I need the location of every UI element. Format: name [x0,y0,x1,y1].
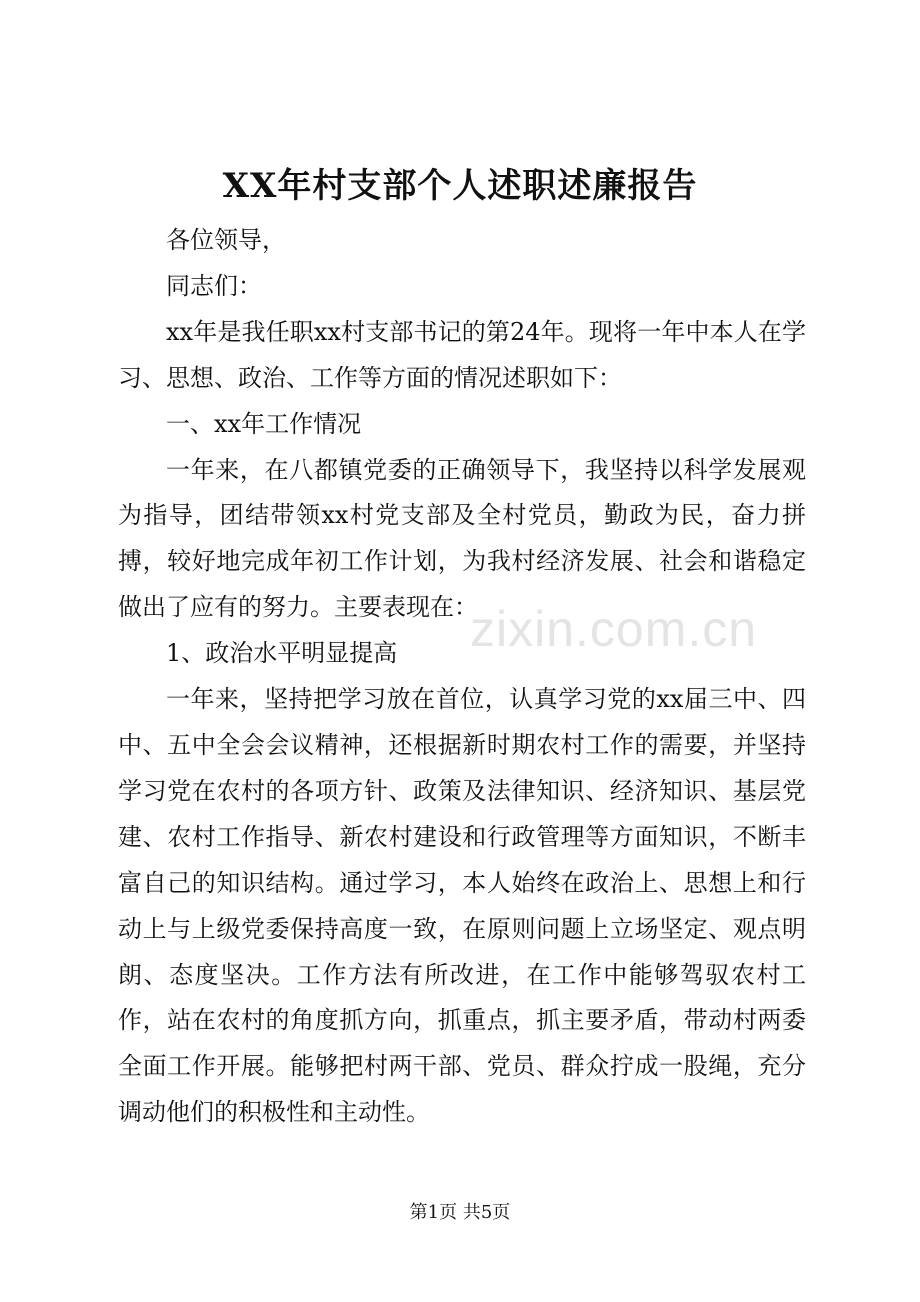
politics-paragraph: 一年来，坚持把学习放在首位，认真学习党的xx届三中、四中、五中全会会议精神，还根据新时期农村工作的需要，并坚持学习党在农村的各项方针、政策及法律知识、经济知识、基层党建、农村工作指导、新农村建设和行政管理等方面知识，不断丰富自己的知识结构。通过学习，本人始终在政治上、思想上和行动上与上级党委保持高度一致，在原则问题上立场坚定、观点明朗、态度坚决。工作方法有所改进，在工作中能够驾驭农村工作，站在农村的角度抓方向，抓重点，抓主要矛盾，带动村两委全面工作开展。能够把村两干部、党员、群众拧成一股绳，充分调动他们的积极性和主动性。 [118,685,806,1127]
watermark-text: zixin.com.cn [470,601,758,657]
greeting-leaders: 各位领导， [166,226,286,254]
subsection-heading-politics: 1、政治水平明显提高 [166,639,398,668]
page-footer: 第1页 共5页 [409,1202,511,1223]
work-summary-paragraph: 一年来，在八都镇党委的正确领导下，我坚持以科学发展观为指导，团结带领xx村党支部及全村党员，勤政为民，奋力拼搏，较好地完成年初工作计划，为我村经济发展、社会和谐稳定做出了应有的努力。主要表现在： [118,455,806,622]
greeting-comrades: 同志们： [166,271,262,300]
document-body [118,218,806,1136]
document-title: XX年村支部个人述职述廉报告 [222,166,698,206]
intro-paragraph: xx年是我任职xx村支部书记的第24年。现将一年中本人在学习、思想、政治、工作等方面的情况述职如下： [118,317,806,392]
section-heading-work: 一、xx年工作情况 [166,409,362,438]
